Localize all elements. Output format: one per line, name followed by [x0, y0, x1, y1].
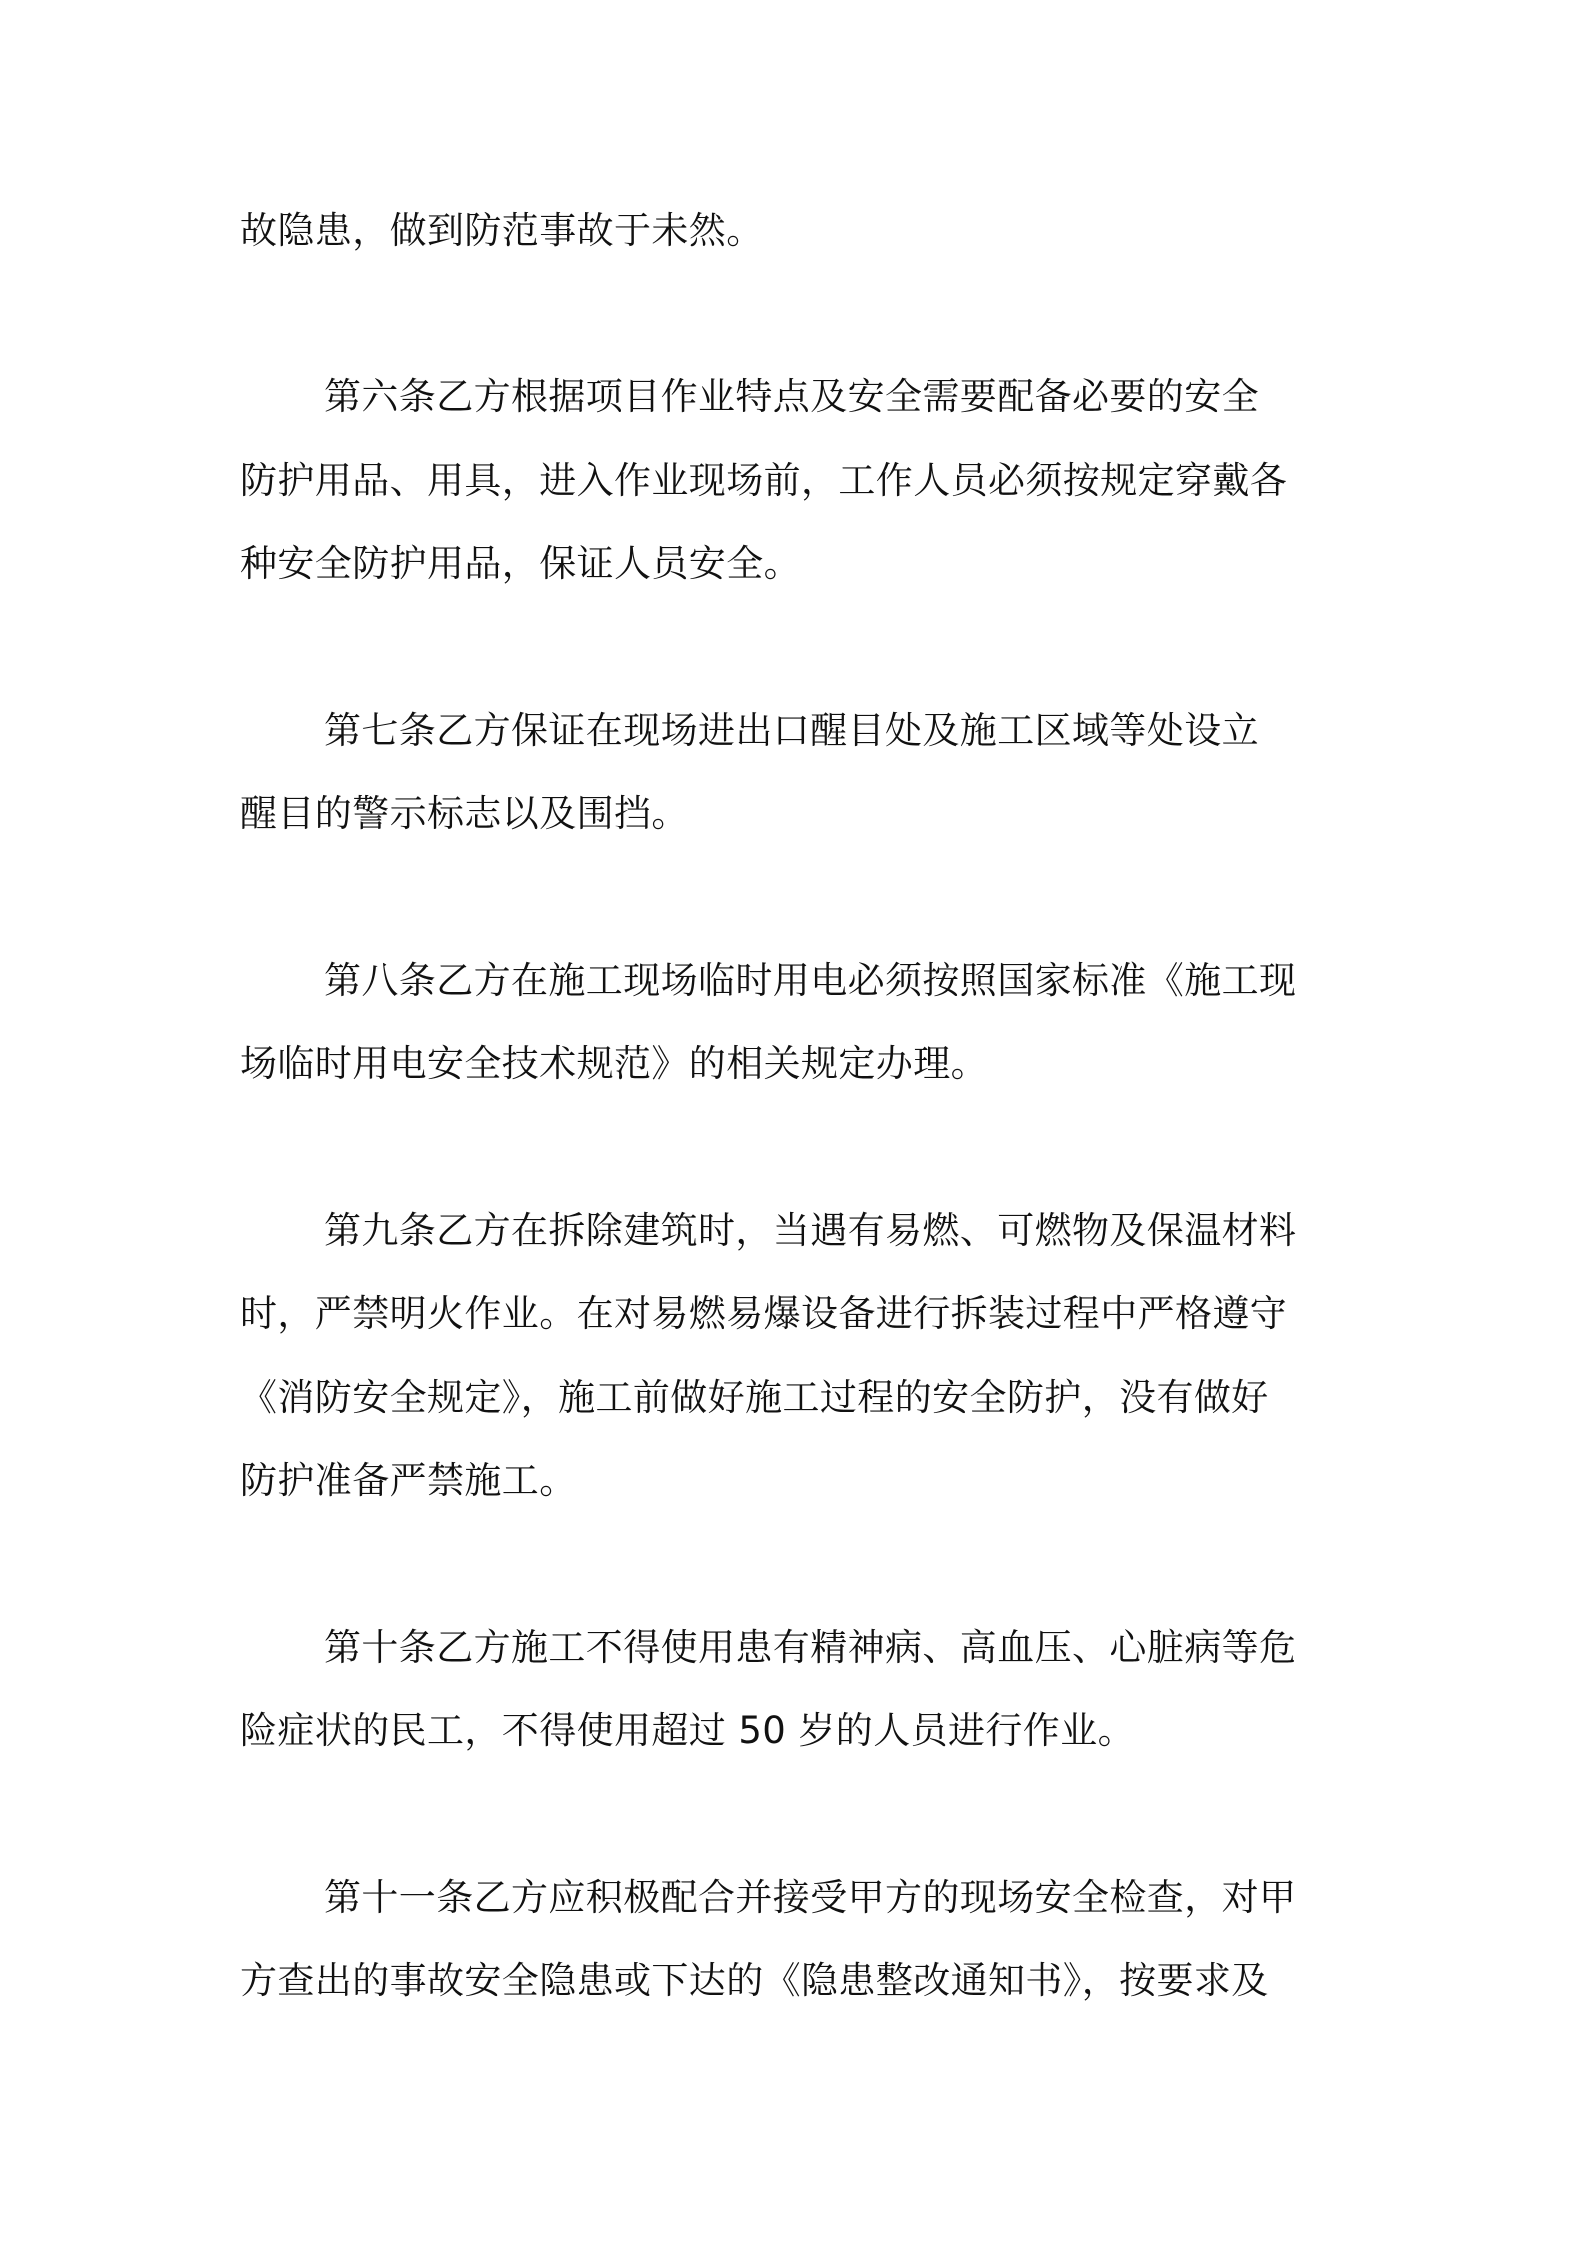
text-line: 第七条乙方保证在现场进出口醒目处及施工区域等处设立: [324, 709, 1259, 752]
text-line: 故隐患，做到防范事故于未然。: [240, 209, 764, 252]
text-line: 第六条乙方根据项目作业特点及安全需要配备必要的安全: [324, 375, 1259, 418]
text-line: 第十条乙方施工不得使用患有精神病、高血压、心脏病等危: [324, 1626, 1297, 1669]
text-line: 防护准备严禁施工。: [240, 1459, 577, 1502]
text-line: 《消防安全规定》，施工前做好施工过程的安全防护，没有做好: [240, 1376, 1269, 1419]
text-line: 第九条乙方在拆除建筑时，当遇有易燃、可燃物及保温材料: [324, 1209, 1297, 1252]
text-line: 时，严禁明火作业。在对易燃易爆设备进行拆装过程中严格遵守: [240, 1292, 1288, 1335]
text-line: 方查出的事故安全隐患或下达的《隐患整改通知书》，按要求及: [240, 1959, 1269, 2002]
text-line: 第十一条乙方应积极配合并接受甲方的现场安全检查，对甲: [324, 1876, 1297, 1919]
text-line: 醒目的警示标志以及围挡。: [240, 792, 689, 835]
text-line: 防护用品、用具，进入作业现场前，工作人员必须按规定穿戴各: [240, 459, 1288, 502]
text-line: 场临时用电安全技术规范》的相关规定办理。: [240, 1042, 988, 1085]
text-line: 种安全防护用品，保证人员安全。: [240, 542, 801, 585]
text-line: 险症状的民工，不得使用超过 50 岁的人员进行作业。: [240, 1709, 1136, 1752]
text-line: 第八条乙方在施工现场临时用电必须按照国家标准《施工现: [324, 959, 1297, 1002]
